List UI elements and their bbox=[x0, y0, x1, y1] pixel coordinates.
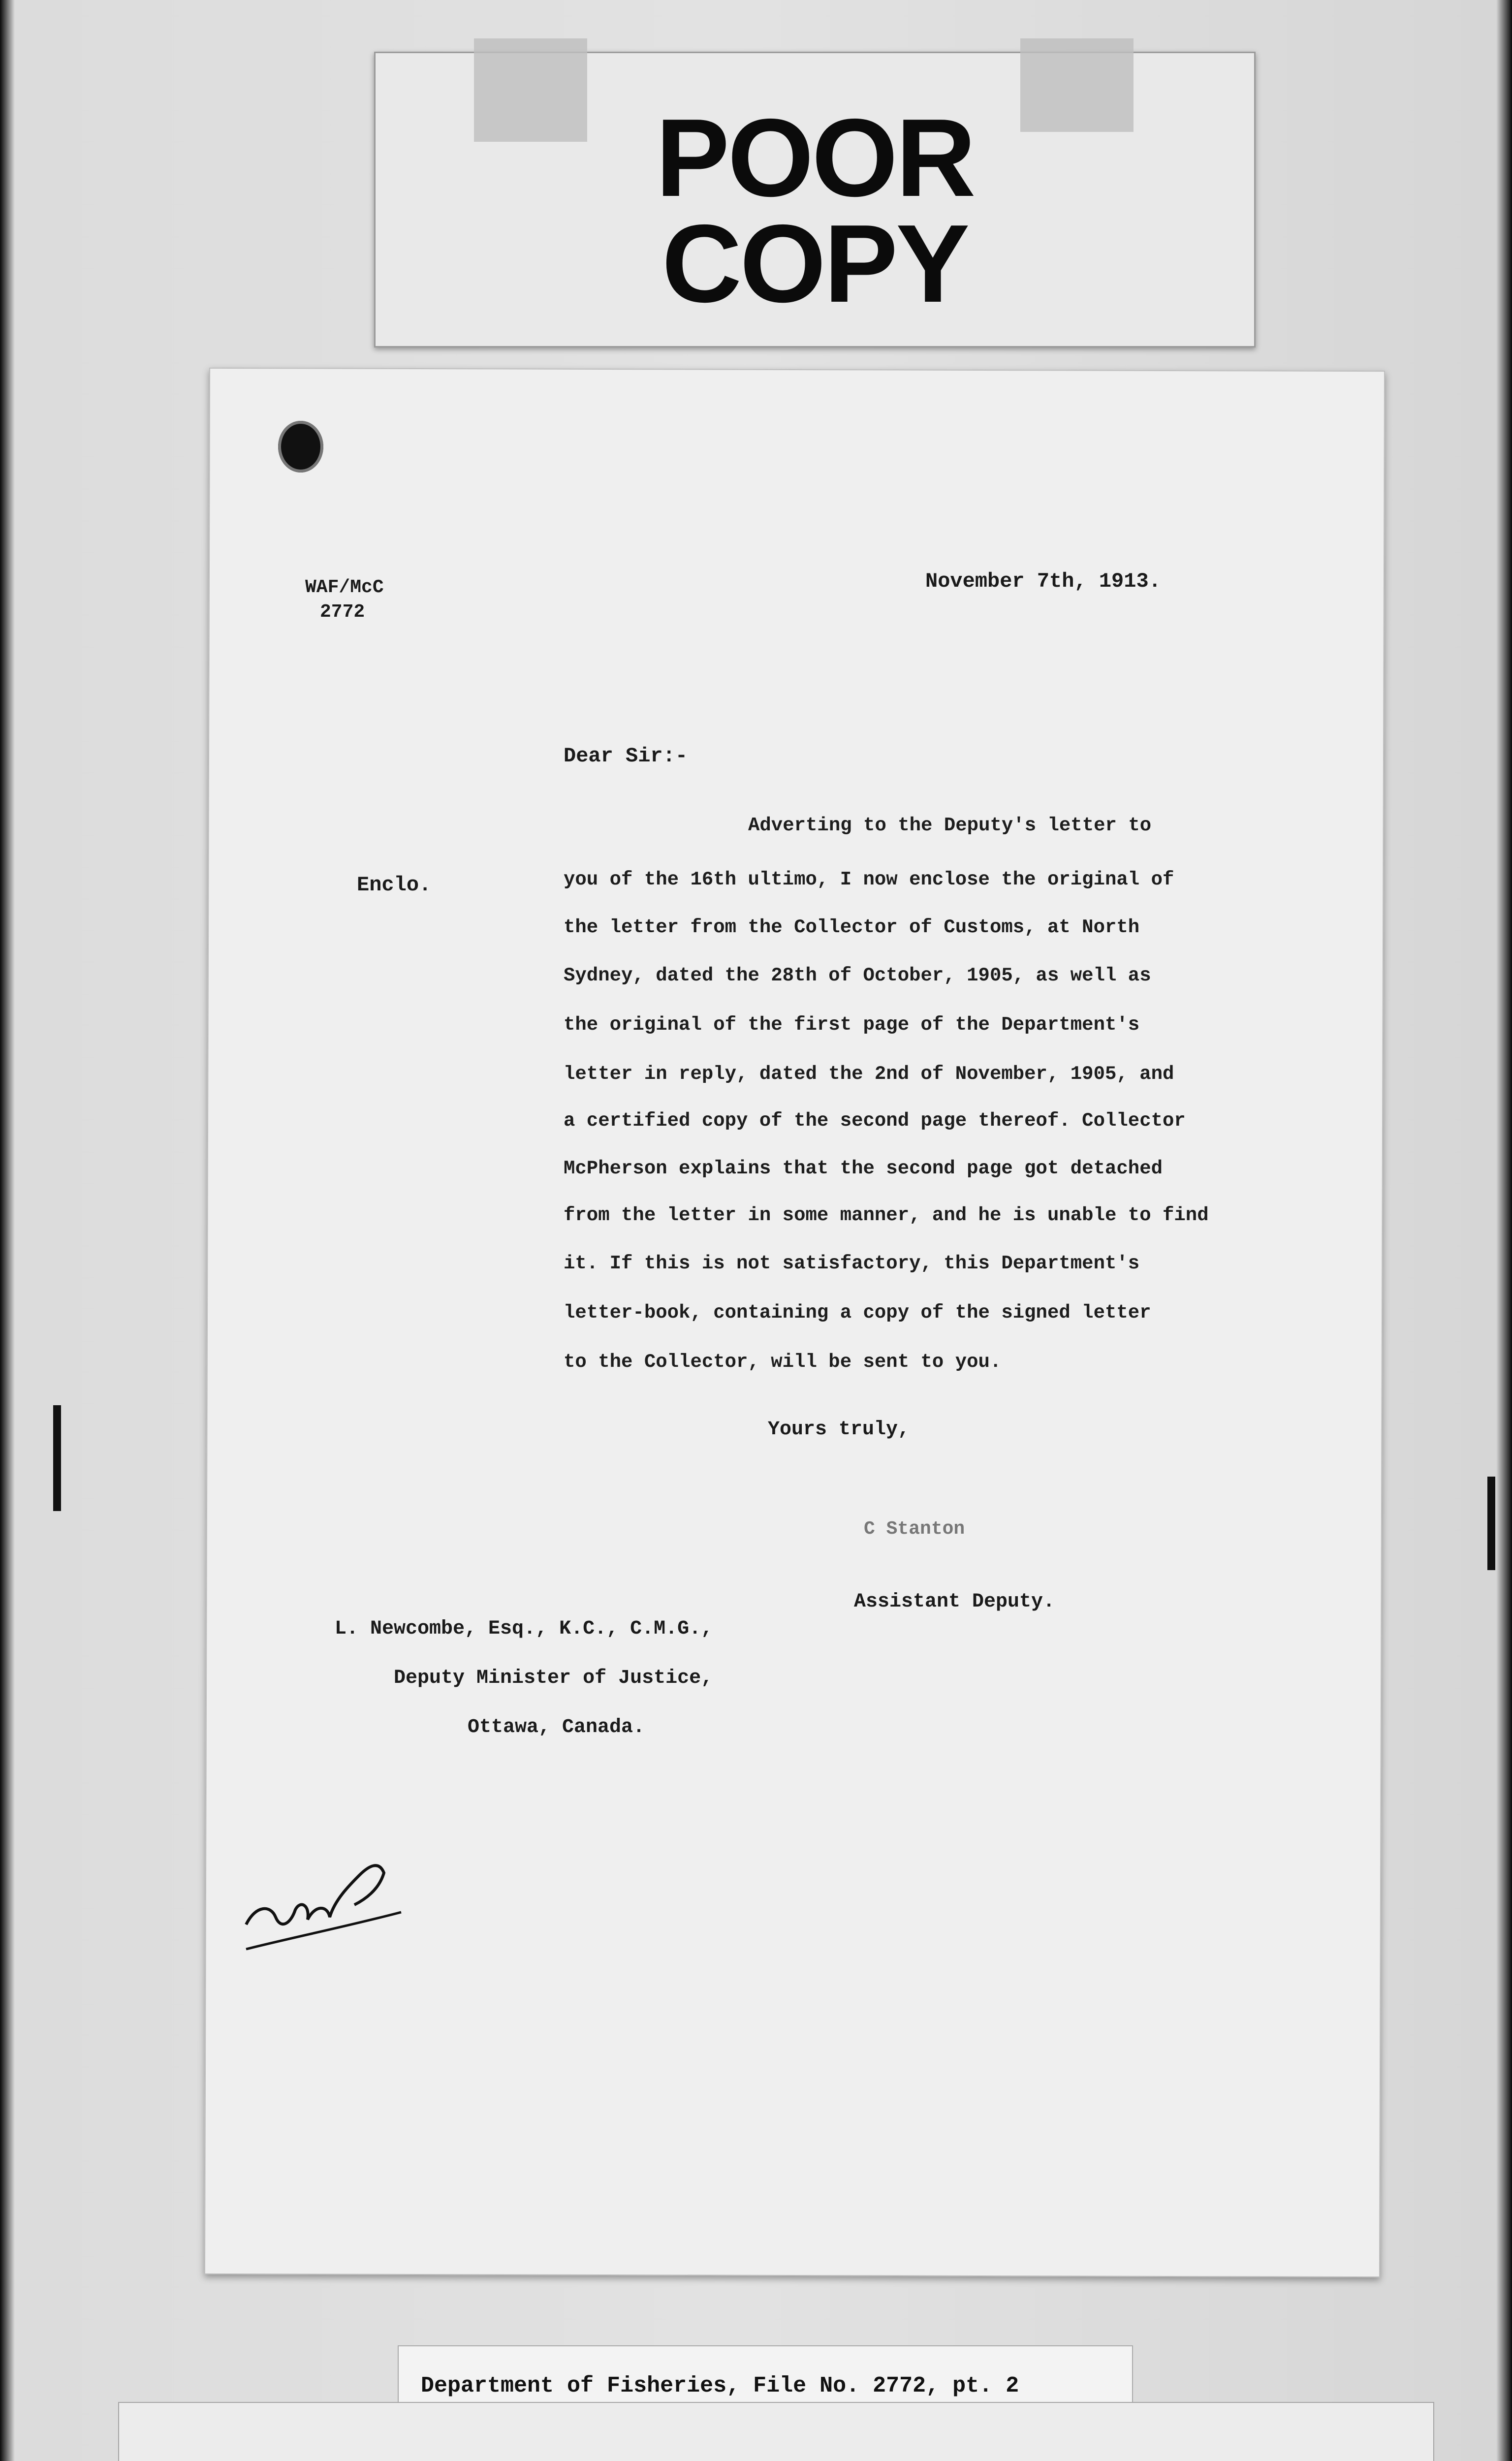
right-edge-mark bbox=[1487, 1477, 1495, 1570]
recipient-line-2: Deputy Minister of Justice, bbox=[394, 1667, 713, 1689]
body-line: the original of the first page of the Department's bbox=[564, 1014, 1140, 1036]
body-line: from the letter in some manner, and he is unable to find bbox=[564, 1204, 1209, 1226]
body-line: it. If this is not satisfactory, this Department's bbox=[564, 1253, 1140, 1274]
signer-title: Assistant Deputy. bbox=[854, 1591, 1055, 1613]
body-line: letter-book, containing a copy of the signed letter bbox=[564, 1302, 1151, 1324]
margin-note: Enclo. bbox=[357, 873, 432, 897]
body-line: Sydney, dated the 28th of October, 1905, as well as bbox=[564, 965, 1151, 986]
signature: C Stanton bbox=[864, 1518, 965, 1540]
reference-number: 2772 bbox=[320, 601, 365, 623]
poor-copy-card bbox=[374, 52, 1256, 347]
body-line: McPherson explains that the second page got detached bbox=[564, 1158, 1163, 1179]
salutation: Dear Sir:- bbox=[564, 744, 688, 768]
body-line: the letter from the Collector of Customs, at North bbox=[564, 916, 1140, 938]
body-line: letter in reply, dated the 2nd of November, 1905, and bbox=[564, 1063, 1174, 1085]
file-label-text: Department of Fisheries, File No. 2772, pt. 2 bbox=[421, 2373, 1019, 2398]
body-line: you of the 16th ultimo, I now enclose the original of bbox=[564, 869, 1174, 890]
archives-card bbox=[118, 2402, 1434, 2461]
recipient-line-1: L. Newcombe, Esq., K.C., C.M.G., bbox=[335, 1618, 713, 1640]
recipient-line-3: Ottawa, Canada. bbox=[468, 1716, 645, 1738]
closing: Yours truly, bbox=[768, 1419, 910, 1441]
poor-copy-line-2: COPY bbox=[662, 201, 968, 325]
reference-initials: WAF/McC bbox=[305, 577, 384, 598]
handwritten-initials bbox=[236, 1831, 413, 1964]
letter-date: November 7th, 1913. bbox=[925, 569, 1161, 593]
left-edge-mark bbox=[53, 1405, 61, 1511]
poor-copy-line-1: POOR bbox=[656, 95, 974, 220]
body-line: to the Collector, will be sent to you. bbox=[564, 1351, 1002, 1373]
body-line: a certified copy of the second page thereof. Collector bbox=[564, 1110, 1186, 1132]
body-line: Adverting to the Deputy's letter to bbox=[748, 815, 1152, 836]
punch-hole bbox=[278, 421, 323, 473]
